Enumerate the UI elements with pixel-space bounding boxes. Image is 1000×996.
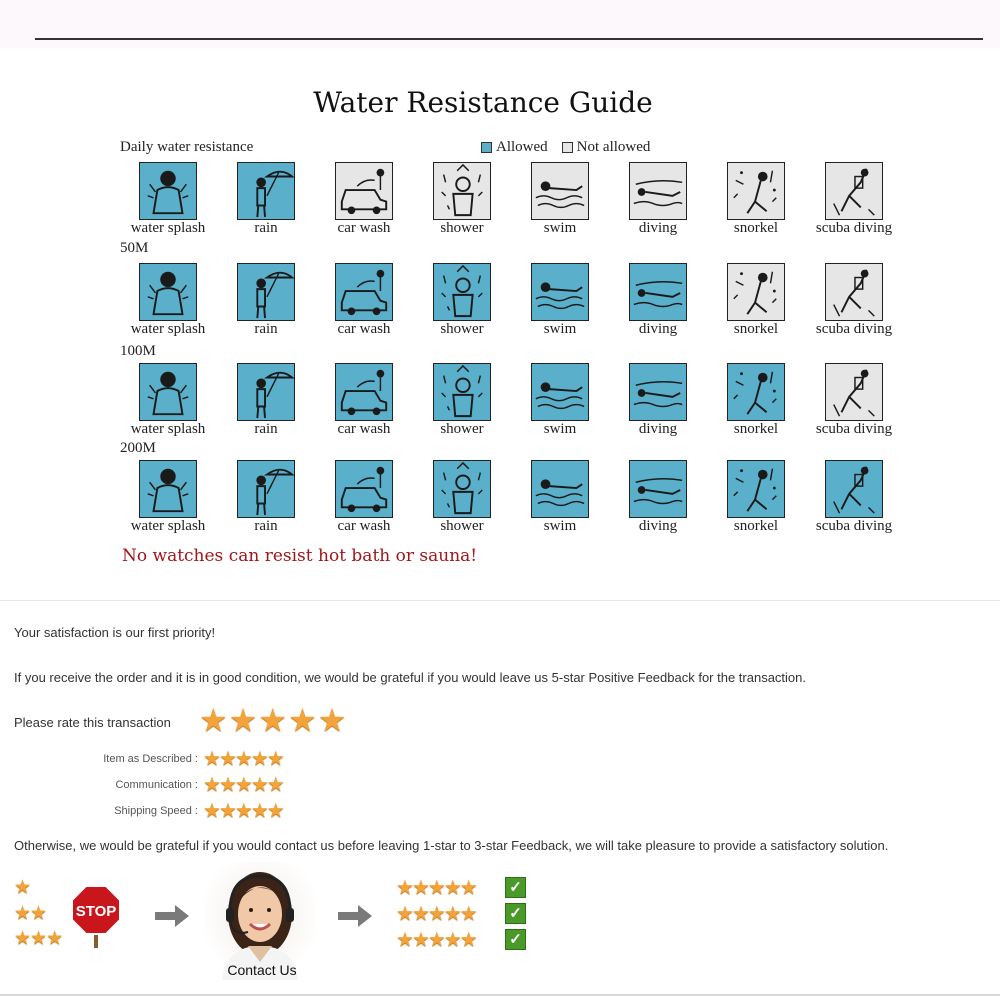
diving-icon	[629, 460, 687, 518]
star-icon: ★	[234, 800, 253, 822]
activity-label: rain	[254, 220, 278, 236]
activity-label: snorkel	[733, 220, 779, 236]
swim-icon	[531, 263, 589, 321]
satisfaction-text: Your satisfaction is our first priority!	[14, 625, 216, 640]
star-icon: ★	[266, 800, 285, 822]
star-icon: ★	[443, 877, 462, 899]
star-icon: ★	[317, 702, 347, 738]
scuba-diving-icon	[825, 263, 883, 321]
star-icon: ★	[46, 928, 64, 949]
star-icon: ★	[234, 774, 253, 796]
activity-label: water splash	[130, 421, 206, 437]
car-wash-icon	[335, 162, 393, 220]
star-icon: ★	[203, 748, 221, 770]
activity-label: water splash	[130, 220, 206, 236]
activity-label: scuba diving	[815, 321, 893, 337]
rate-label: Please rate this transaction	[14, 715, 171, 730]
star-icon: ★	[427, 929, 446, 951]
daily-resistance-label: Daily water resistance	[120, 139, 254, 155]
star-icon: ★	[234, 748, 253, 770]
swim-icon	[531, 162, 589, 220]
activity-label: water splash	[130, 518, 206, 534]
car-wash-icon	[335, 460, 393, 518]
star-icon: ★	[459, 929, 478, 951]
star-icon: ★	[250, 748, 269, 770]
water-splash-icon	[139, 460, 197, 518]
depth-label: 50M	[120, 240, 149, 256]
star-icon: ★	[218, 774, 237, 796]
activity-label: car wash	[337, 220, 391, 236]
activity-label: swim	[543, 518, 577, 534]
section-divider	[0, 600, 1000, 601]
criterion-label: Communication :	[115, 779, 198, 791]
diving-icon	[629, 162, 687, 220]
water-splash-icon	[139, 162, 197, 220]
warning-text: No watches can resist hot bath or sauna!	[122, 546, 478, 566]
star-icon: ★	[411, 929, 430, 951]
allowed-swatch	[481, 142, 492, 153]
star-icon: ★	[288, 702, 317, 738]
star-icon: ★	[250, 774, 269, 796]
otherwise-text: Otherwise, we would be grateful if you would contact us before leaving 1-star to 3-star Feedback, we will take pleasure to provide a satisfactory solution.	[14, 838, 889, 853]
snorkel-icon	[727, 460, 785, 518]
legend-not-allowed-label: Not allowed	[576, 139, 651, 155]
rain-icon	[237, 162, 295, 220]
star-icon: ★	[443, 929, 462, 951]
top-divider	[35, 38, 983, 40]
activity-label: car wash	[337, 421, 391, 437]
stop-sign-icon	[70, 884, 122, 950]
car-wash-icon	[335, 263, 393, 321]
star-icon: ★	[459, 903, 478, 925]
star-icon: ★	[427, 903, 446, 925]
shower-icon	[433, 460, 491, 518]
snorkel-icon	[727, 363, 785, 421]
activity-label: car wash	[337, 321, 391, 337]
activity-label: rain	[254, 421, 278, 437]
activity-label: snorkel	[733, 518, 779, 534]
activity-label: scuba diving	[815, 518, 893, 534]
rain-icon	[237, 263, 295, 321]
arrow-right-icon	[155, 905, 189, 927]
top-banner	[0, 0, 1000, 48]
star-icon: ★	[427, 877, 446, 899]
activity-label: rain	[254, 321, 278, 337]
activity-label: snorkel	[733, 321, 779, 337]
shower-icon	[433, 263, 491, 321]
depth-label: 100M	[120, 343, 156, 359]
star-icon: ★	[396, 877, 414, 899]
activity-label: shower	[440, 220, 484, 236]
activity-label: diving	[638, 321, 678, 337]
star-icon: ★	[199, 702, 228, 738]
activity-label: scuba diving	[815, 421, 893, 437]
criterion-stars	[203, 749, 283, 769]
scuba-diving-icon	[825, 460, 883, 518]
star-icon: ★	[30, 928, 48, 949]
water-splash-icon	[139, 363, 197, 421]
star-icon: ★	[396, 929, 414, 951]
star-icon: ★	[396, 903, 414, 925]
diving-icon	[629, 363, 687, 421]
activity-label: swim	[543, 220, 577, 236]
positive-rating-row	[396, 878, 476, 898]
check-icon: ✓	[505, 903, 526, 924]
criterion-stars	[203, 801, 283, 821]
star-icon: ★	[459, 877, 478, 899]
stop-sign-text: STOP	[75, 903, 117, 920]
star-icon: ★	[411, 903, 430, 925]
star-icon: ★	[14, 928, 32, 949]
water-splash-icon	[139, 263, 197, 321]
star-icon: ★	[203, 774, 221, 796]
star-icon: ★	[266, 774, 285, 796]
shower-icon	[433, 363, 491, 421]
rate-stars	[199, 704, 347, 736]
check-icon: ✓	[505, 929, 526, 950]
activity-label: diving	[638, 421, 678, 437]
star-icon: ★	[30, 903, 48, 924]
low-rating-row	[14, 929, 62, 948]
star-icon: ★	[411, 877, 430, 899]
scuba-diving-icon	[825, 162, 883, 220]
rain-icon	[237, 363, 295, 421]
activity-label: shower	[440, 321, 484, 337]
low-rating-row	[14, 878, 30, 897]
positive-rating-row	[396, 930, 476, 950]
activity-label: swim	[543, 421, 577, 437]
positive-rating-row	[396, 904, 476, 924]
shower-icon	[433, 162, 491, 220]
star-icon: ★	[443, 903, 462, 925]
snorkel-icon	[727, 263, 785, 321]
contact-us-label: Contact Us	[227, 962, 297, 978]
legend	[481, 139, 650, 156]
snorkel-icon	[727, 162, 785, 220]
low-rating-row	[14, 904, 46, 923]
activity-label: water splash	[130, 321, 206, 337]
criterion-stars	[203, 775, 283, 795]
diving-icon	[629, 263, 687, 321]
activity-label: snorkel	[733, 421, 779, 437]
swim-icon	[531, 460, 589, 518]
activity-label: shower	[440, 421, 484, 437]
legend-allowed-label: Allowed	[496, 139, 548, 155]
activity-label: scuba diving	[815, 220, 893, 236]
activity-label: rain	[254, 518, 278, 534]
criterion-label: Shipping Speed :	[114, 805, 198, 817]
activity-label: swim	[543, 321, 577, 337]
car-wash-icon	[335, 363, 393, 421]
star-icon: ★	[266, 748, 285, 770]
swim-icon	[531, 363, 589, 421]
star-icon: ★	[228, 702, 258, 738]
rain-icon	[237, 460, 295, 518]
star-icon: ★	[218, 800, 237, 822]
guide-title: Water Resistance Guide	[313, 86, 653, 119]
star-icon: ★	[258, 702, 288, 738]
scuba-diving-icon	[825, 363, 883, 421]
star-icon: ★	[250, 800, 269, 822]
check-icon: ✓	[505, 877, 526, 898]
activity-label: shower	[440, 518, 484, 534]
star-icon: ★	[14, 903, 32, 924]
activity-label: diving	[638, 220, 678, 236]
depth-label: 200M	[120, 440, 156, 456]
activity-label: diving	[638, 518, 678, 534]
star-icon: ★	[218, 748, 237, 770]
activity-label: car wash	[337, 518, 391, 534]
star-icon: ★	[203, 800, 221, 822]
star-icon: ★	[14, 877, 32, 898]
not-allowed-swatch	[562, 142, 573, 153]
criterion-label: Item as Described :	[103, 753, 198, 765]
arrow-right-icon	[338, 905, 372, 927]
feedback-request-text: If you receive the order and it is in good condition, we would be grateful if you would leave us 5-star Positive Feedback for the transaction.	[14, 670, 806, 685]
